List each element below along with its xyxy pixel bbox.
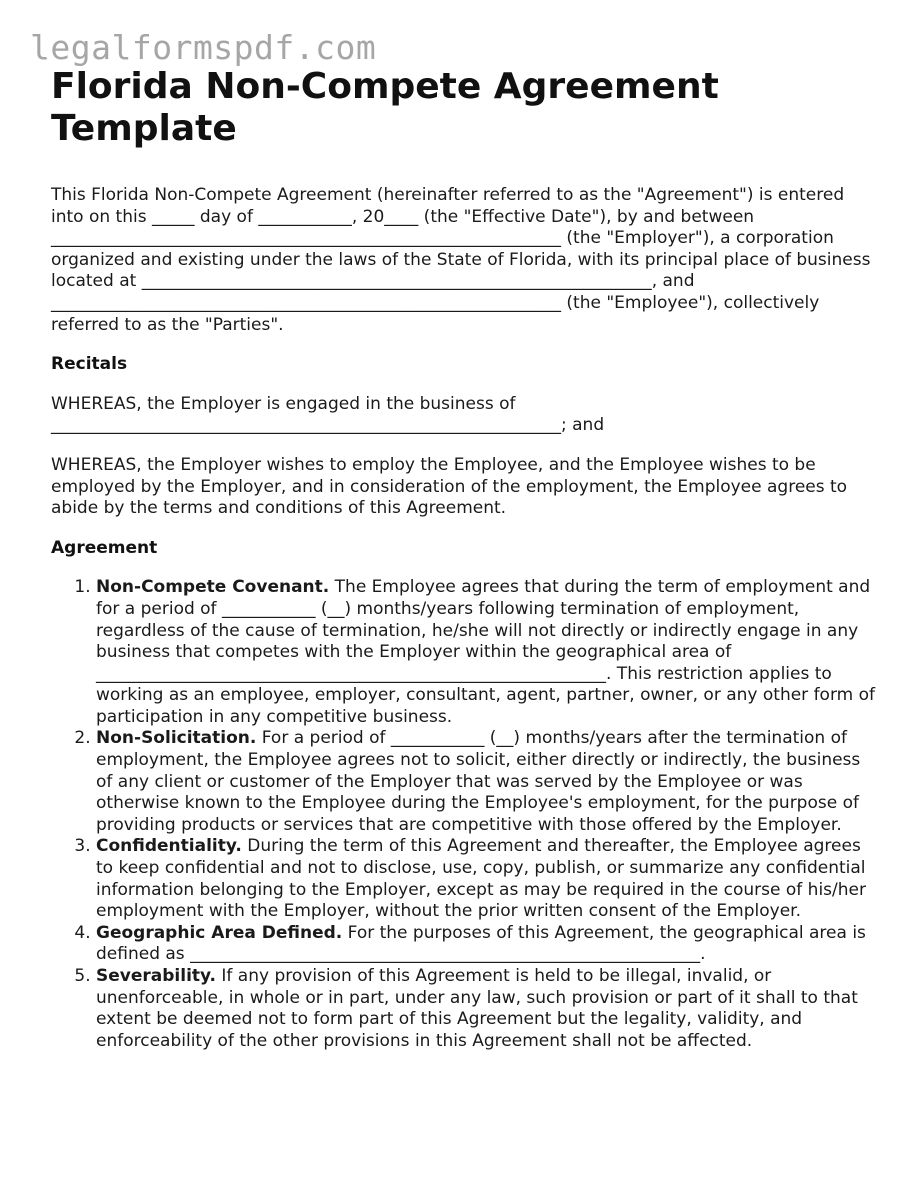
intro-paragraph: This Florida Non-Compete Agreement (hereinafter referred to as the "Agreement") is entered into on this _____ day of ___________, 20____ (the "Effective Date"), by and between ____________________________________________________________ (the "Employer"), a corporation organized and existing under the laws of the State of Florida, with its principal place of business located at ____________________________________________________________, and ____________________________________________________________ (the "Employee"), collectively referred to as the "Parties". bbox=[51, 185, 871, 335]
whereas-clause-2: WHEREAS, the Employer wishes to employ the Employee, and the Employee wishes to be employed by the Employer, and in consideration of the employment, the Employee agrees to abide by the terms and conditions of this Agreement. bbox=[51, 454, 848, 519]
whereas-clause-1: WHEREAS, the Employer is engaged in the business of ____________________________________________________________; and bbox=[51, 393, 605, 436]
document-title: Florida Non-Compete Agreement Template bbox=[51, 66, 719, 149]
clause-text: For a period of ___________ (__) months/years after the termination of employment, the Employee agrees not to solicit, either directly or indirectly, the business of any client or customer of the Employer that was served by the Employee or was otherwise known to the Employee during the Employee's employment, for the purpose of providing products or services that are competitive with those offered by the Employer. bbox=[96, 728, 861, 835]
document-body bbox=[51, 66, 881, 1052]
clause-non-compete bbox=[96, 577, 881, 728]
clause-text: The Employee agrees that during the term of employment and for a period of ___________ (__) months/years following termination of employment, regardless of the cause of termination, he/she will not directly or indirectly engage in any business that competes with the Employer within the geographical area of ____________________________________________________________. This restriction applies to working as an employee, employer, consultant, agent, partner, owner, or any other form of participation in any competitive business. bbox=[96, 577, 875, 727]
clause-title: Severability. bbox=[96, 966, 216, 986]
clause-text: During the term of this Agreement and thereafter, the Employee agrees to keep confidential and not to disclose, use, copy, publish, or summarize any confidential information belonging to the Employer, except as may be required in the course of his/her employment with the Employer, without the prior written consent of the Employer. bbox=[96, 836, 866, 922]
agreement-clauses-list bbox=[51, 577, 881, 1052]
agreement-heading: Agreement bbox=[51, 537, 158, 558]
clause-text: For the purposes of this Agreement, the geographical area is defined as ____________________________________________________________. bbox=[96, 922, 866, 965]
clause-severability bbox=[96, 966, 881, 1052]
site-watermark: legalformspdf.com bbox=[30, 28, 377, 67]
clause-non-solicitation bbox=[96, 728, 881, 836]
clause-title: Non-Compete Covenant. bbox=[96, 577, 330, 598]
clause-title: Non-Solicitation. bbox=[96, 728, 257, 749]
clause-geographic-area bbox=[96, 923, 881, 966]
clause-title: Confidentiality. bbox=[96, 836, 242, 857]
clause-text: If any provision of this Agreement is held to be illegal, invalid, or unenforceable, in whole or in part, under any law, such provision or part of it shall to that extent be deemed not to form part of this Agreement but the legality, validity, and enforceability of the other provisions in this Agreement shall not be affected. bbox=[96, 966, 858, 1051]
clause-title: Geographic Area Defined. bbox=[96, 922, 343, 943]
clause-confidentiality bbox=[96, 836, 881, 922]
recitals-heading: Recitals bbox=[51, 354, 128, 375]
